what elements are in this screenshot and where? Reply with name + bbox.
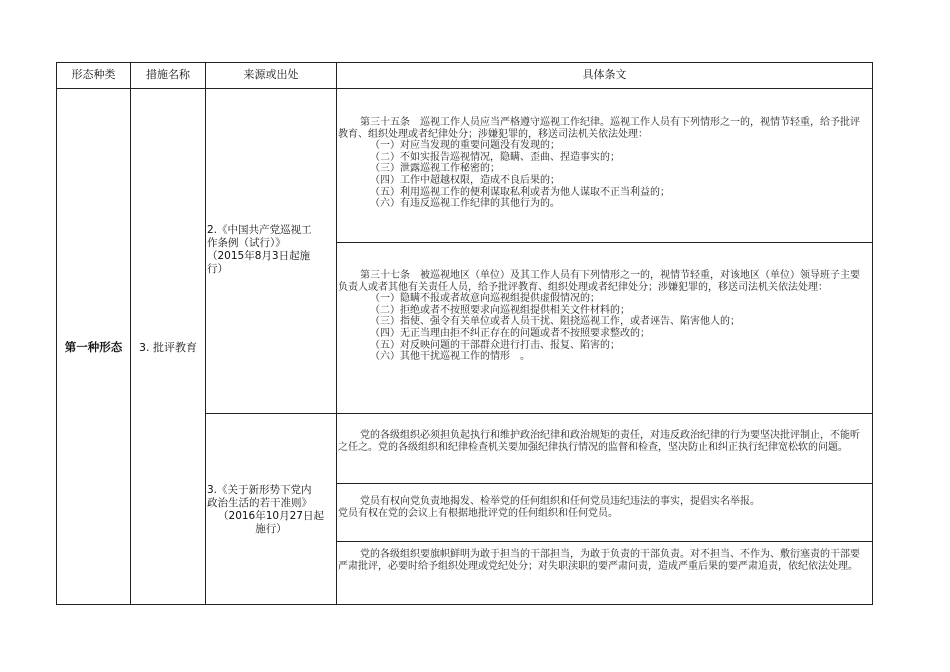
paragraph-text: 党员有权在党的会议上有根据地批评党的任何组织和任何党员。: [338, 507, 618, 519]
article-item: （三）指使、强令有关单位或者人员干扰、阻挠巡视工作，或者诬告、陷害他人的；: [370, 316, 740, 328]
table-border-right: [872, 62, 873, 605]
source-date-line: （2015年8月3日起施: [207, 250, 311, 262]
header-measure-name: 措施名称: [146, 68, 190, 81]
source-title-line: 3.《关于新形势下党内: [207, 484, 312, 496]
header-article-text: 具体条文: [582, 68, 627, 81]
article-item: （五）利用巡视工作的便利谋取私利或者为他人谋取不正当利益的；: [370, 186, 670, 198]
form-type-cell: 第一种形态: [64, 339, 123, 354]
guideline-paragraph-discipline: [338, 430, 868, 453]
article-item: （六）有违反巡视工作纪律的其他行为的。: [370, 198, 560, 210]
source-title-line: 2.《中国共产党巡视工: [207, 224, 312, 236]
article-item: （一）隐瞒不报或者故意向巡视组提供虚假情况的；: [370, 293, 600, 305]
article-item: （四）工作中超越权限，造成不良后果的；: [370, 174, 560, 186]
row-divider: [205, 413, 873, 414]
row-divider: [336, 541, 873, 542]
article-intro: 第三十五条 巡视工作人员应当严格遵守巡视工作纪律。巡视工作人员有下列情形之一的，视情节轻重，给予批评教育、组织处理或者纪律处分；涉嫌犯罪的，移送司法机关依法处理：: [338, 117, 860, 140]
source-date-line: 施行）: [255, 523, 287, 535]
article-item: （二）不如实报告巡视情况，隐瞒、歪曲、捏造事实的；: [370, 151, 620, 163]
source-inspection-regulation: [207, 224, 335, 276]
article-37-cell: [338, 270, 868, 363]
paragraph-text: 党的各级组织必须担负起执行和维护政治纪律和政治规矩的责任，对违反政治纪律的行为要坚决批评制止，不能听之任之。党的各级组织和纪律检查机关要加强纪律执行情况的监督和检查，坚决防止和纠正执行纪律宽松软的问题。: [338, 430, 860, 453]
article-item: （四）无正当理由拒不纠正存在的问题或者不按照要求整改的；: [370, 327, 650, 339]
column-divider: [336, 62, 337, 605]
source-date-line: 行）: [207, 263, 228, 275]
guideline-paragraph-reporting: [338, 496, 868, 519]
row-divider: [336, 483, 873, 484]
source-title-line: 政治生活的若干准则》: [207, 497, 312, 509]
article-item: （五）对反映问题的干部群众进行打击、报复、陷害的；: [370, 339, 620, 351]
source-title-line: 作条例（试行）》: [207, 237, 286, 249]
article-item: （一）对应当发现的重要问题没有发现的；: [370, 140, 560, 152]
article-intro: 第三十七条 被巡视地区（单位）及其工作人员有下列情形之一的，视情节轻重，对该地区（单位）领导班子主要负责人或者其他有关责任人员，给予批评教育、组织处理或者纪律处分；涉嫌犯罪的，移送司法机关依法处理：: [338, 270, 860, 293]
header-form-type: 形态种类: [71, 68, 116, 81]
article-item: （三）泄露巡视工作秘密的；: [370, 163, 500, 175]
header-source: 来源或出处: [243, 68, 299, 81]
paragraph-text: 党员有权向党负责地揭发、检举党的任何组织和任何党员违纪违法的事实，提倡实名举报。: [360, 496, 760, 507]
measure-name-cell: 3. 批评教育: [139, 340, 197, 354]
source-political-life-guidelines: [207, 484, 335, 536]
row-divider: [336, 242, 873, 243]
guideline-paragraph-accountability: [338, 549, 868, 572]
paragraph-text: 党的各级组织要旗帜鲜明为敢于担当的干部担当，为敢于负责的干部负责。对不担当、不作为、敷衍塞责的干部要严肃批评，必要时给予组织处理或党纪处分；对失职渎职的要严肃问责，造成严重后果的要严肃追责，依纪依法处理。: [338, 549, 860, 572]
table-border-bottom: [56, 604, 873, 605]
source-date-line: （2016年10月27日起: [218, 510, 324, 522]
article-item: （二）拒绝或者不按照要求向巡视组提供相关文件材料的；: [370, 304, 630, 316]
column-divider: [205, 62, 206, 605]
article-35-cell: [338, 117, 868, 210]
article-item: （六）其他干扰巡视工作的情形 。: [370, 351, 530, 363]
